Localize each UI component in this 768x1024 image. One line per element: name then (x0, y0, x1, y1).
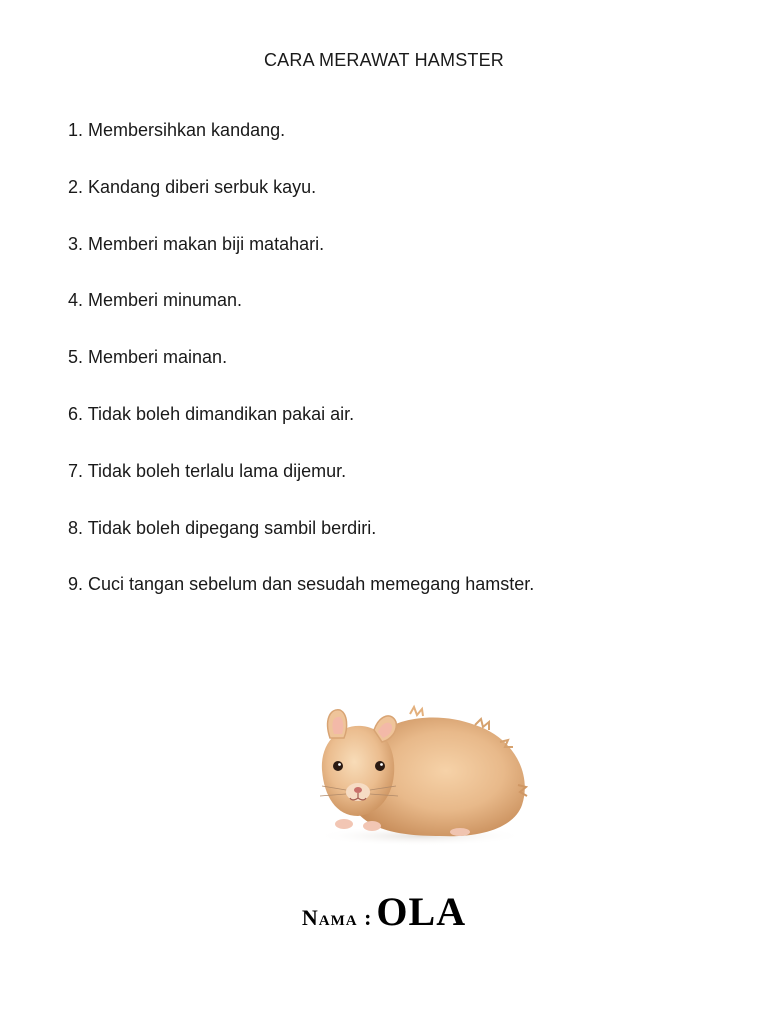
list-item: 3. Memberi makan biji matahari. (68, 233, 325, 254)
page-title: CARA MERAWAT HAMSTER (263, 50, 505, 70)
list-item: 7. Tidak boleh terlalu lama dijemur. (68, 460, 347, 481)
hamster-photo-icon (300, 690, 540, 850)
list-item: 5. Memberi mainan. (68, 347, 228, 368)
list-item: 2. Kandang diberi serbuk kayu. (68, 176, 317, 197)
name-signature (0, 888, 768, 935)
care-steps-list (68, 116, 534, 627)
name-value: OLA (376, 889, 467, 934)
list-item: 9. Cuci tangan sebelum dan sesudah memegang hamster. (68, 574, 535, 595)
name-label: Nama : (301, 905, 373, 930)
list-item: 8. Tidak boleh dipegang sambil berdiri. (68, 517, 377, 538)
list-item: 4. Memberi minuman. (68, 290, 243, 311)
list-item: 1. Membersihkan kandang. (68, 120, 286, 140)
list-item: 6. Tidak boleh dimandikan pakai air. (68, 403, 355, 424)
